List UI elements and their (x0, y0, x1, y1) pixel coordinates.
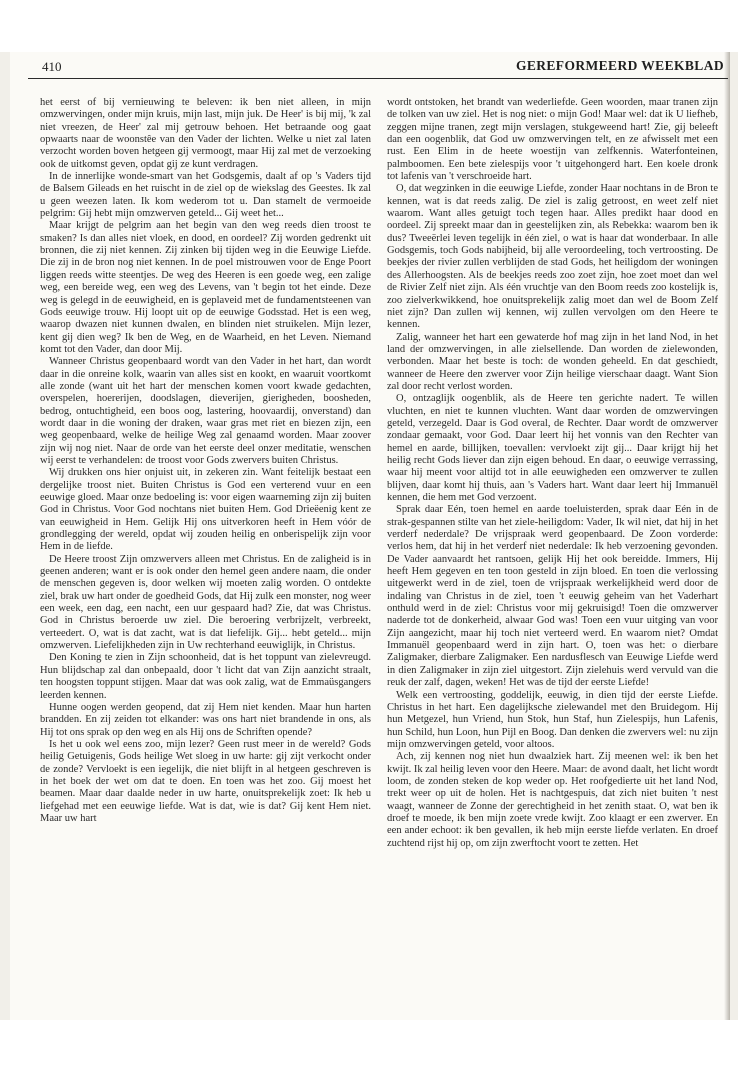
paragraph: Welk een vertroosting, goddelijk, eeuwig, in dien tijd der eerste Liefde. Christus in het hart. Een dagelijksche zielewandel met den Bruidegom. Hij hun Metgezel, hun Vriend, hun Stok, hun Staf, hun Zielespijs, hun Lafenis, hun Schild, hun Loon, hun Pijl en Boog. Dan denken die zwervers wel: nu zijn mijn omzwervingen geteld, voor altoos. (387, 689, 718, 750)
left-column (40, 97, 371, 1009)
paragraph: O, ontzaglijk oogenblik, als de Heere ten gerichte nadert. Te willen vluchten, en niet te kunnen vluchten. Want daar worden de omzwervingen geteld, verzegeld. Daar is God overal, de Rechter. Daar wordt de omzwerver zondaar gemaakt, voor God. Daar leert hij het vonnis van den Rechter van hemel en aarde, billijken, toevallen: vervloekt zijt gij... Daar krijgt hij het heilig recht Gods liever dan zijn eigen behoud. En daar, o eeuwige verrassing, waar hij meent voor altijd tot in alle eeuwigheden een omzwerver te zullen blijven, daar komt hij thuis, aan 's Vaders hart. Want daar leert hij Immanuël kennen, die hem met God verzoent. (387, 393, 718, 503)
paragraph: Hunne oogen werden geopend, dat zij Hem niet kenden. Maar hun harten brandden. En zij zeiden tot elkander: was ons hart niet brandende in ons, als Hij tot ons sprak op den weg en als Hij ons de Schriften opende? (40, 701, 371, 738)
paragraph: Sprak daar Eén, toen hemel en aarde toeluisterden, sprak daar Eén in de strak-gespannen stilte van het ziele-heiligdom: Vader, Ik wil niet, dat hij in het verderf nederdale? De vrijspraak werd geopenbaard. De Zoon vorderde: verlos hem, dat hij in het verderf niet nederdale: Ik heb verzoening gevonden. De Vader aanvaardt het rantsoen, gelijk Hij het ook bereidde. Immers, Hij heeft Hem gegeven en ten toon gesteld in zijn bloed. En toen die verlossing uitgewerkt werd in de ziel, toen de vrijspraak werkelijkheid werd door de indaling van Christus in de ziel, toen 't eeuwig geheim van het Vaderhart onthuld werd in de ziel: Christus voor mij gekruisigd! Toen die omzwerver naderde tot de donkerheid, alwaar God was! Toen een vuur uitging van voor Zijn aangezicht, maar hij toch niet verteerd werd. En waarom niet? Omdat Immanuël geopenbaard werd in zijn hart. O, toen was het: o dierbare Zaligmaker, dierbare Zaligmaker. Een nardusflesch van Eeuwige Liefde werd in dien Zaligmaker in zijn ziel uitgestort. Zijn zielehuis werd vervuld van die reuk der zalf, dagen, weken! Het was de tijd der eerste Liefde! (387, 504, 718, 689)
page-header (28, 58, 728, 79)
paragraph: Den Koning te zien in Zijn schoonheid, dat is het toppunt van zielevreugd. Hun blijdschap zal dan onbepaald, door 't licht dat van Zijn aanzicht straalt, ten hoogsten toppunt stijgen. Maar dat was ook zalig, wat de Emmaüsgangers leerden kennen. (40, 652, 371, 701)
paragraph: Zalig, wanneer het hart een gewaterde hof mag zijn in het land Nod, in het land der omzwervingen, in alle zielsellende. Dan worden de zielewonden, verbonden. Maar het beste is toch: de wonden geheeld. En dat geschiedt, wanneer de Heere den zwerver voor Zijn heilige vierschaar daagt. Want Sion zal door recht verlost worden. (387, 331, 718, 392)
paragraph: Ach, zij kennen nog niet hun dwaalziek hart. Zij meenen wel: ik ben het kwijt. Ik zal heilig leven voor den Heere. Maar: de avond daalt, het licht wordt loom, de zonden steken de kop weder op. Het roofgedierte uit het land Nod, trekt weer op uit de holen. Het is nachtgespuis, dat zich niet buiten 't nest waagt, wanneer de Zonne der gerechtigheid in het zenith staat. O, wat ben ik droef te moede, ik ben mijn zoete vrede kwijt. Zoo klaagt er een zwerver. En een ander echoot: ik ben gevallen, ik heb mijn eerste liefde verlaten. En droef zuchtend rijst hij op, om zijn zwerftocht voort te zetten. Het (387, 751, 718, 849)
paragraph: wordt ontstoken, het brandt van wederliefde. Geen woorden, maar tranen zijn de tolken van uw ziel. Het is nog niet: o mijn God! Maar wel: dat ik U liefheb, zeggen mijne tranen, zegt mijn verslagen, stukgeweend hart! Zie, gij beleeft dan een oogenblik, dat God uw omzwervingen telt, en ze afwisselt met een rust. Een Elim in de heete woestijn van zelfkennis. Waterfonteinen, palmboomen. Een bete zielespijs voor 't uitgehongerd hart. Een koele dronk tot lafenis van 't verschroeide hart. (387, 97, 718, 183)
paragraph: In de innerlijke wonde-smart van het Godsgemis, daalt af op 's Vaders tijd de Balsem Gileads en het ruischt in de ziel op de wiekslag des Geestes. Ik zal u geen weezen laten. Ik kom wederom tot u. Dan stamelt de vermoeide pelgrim: Gij hebt mijn omzwerven geteld... Gij weet het... (40, 171, 371, 220)
paragraph: het eerst of bij vernieuwing te beleven: ik ben niet alleen, in mijn omzwervingen, onder mijn kruis, mijn last, mijn juk. De Heer' is bij mij, 'k zal niet vreezen, de Heer' zal mij getrouw behoen. Het betraande oog gaat opwaarts naar de woonstêe van den Vader der lichten. Welke u niet zal laten verzocht worden boven hetgeen gij vermoogt, maar Hij zal met de verzoeking ook de uitkomst geven, opdat gij ze kunt verdragen. (40, 97, 371, 170)
right-column (387, 97, 718, 1009)
page-number: 410 (42, 59, 62, 74)
journal-title: GEREFORMEERD WEEKBLAD (515, 58, 724, 73)
paragraph: Maar krijgt de pelgrim aan het begin van den weg reeds dien troost te smaken? Is dan alles niet vloek, en dood, en oordeel? Zij worden gedrenkt uit bronnen, die zij niet kennen. Zij zinken bij tijden weg in die Eeuwige Liefde. Die zij in de bron nog niet kennen. In de poel mistrouwen voor de Enge Poort liggen reeds witte steentjes. De weg des Heeren is een goede weg, een zalige weg, een bereide weg, een weg des Levens, van 't begin tot het einde. Deze weg is gelegd in de eeuwigheid, en is geplaveid met de fundamentsteenen van Gods eeuwige trouw. Hij loopt uit op de eeuwige Godsstad. Het is een weg, waarop dwazen niet kunnen dwalen, en blinden niet struikelen. Mijn lezer, kent gij dien weg? Ik ben de Weg, en de Waarheid, en het Leven. Niemand komt tot den Vader, dan door Mij. (40, 220, 371, 355)
paragraph: Is het u ook wel eens zoo, mijn lezer? Geen rust meer in de wereld? Gods heilig Getuigenis, Gods heilige Wet sloeg in uw harte: gij zijt verkocht onder de zonde? Vervloekt is een iegelijk, die niet blijft in al hetgeen geschreven is in het boek der wet om dat te doen. En toen was het zoo. Gij moest het beamen. Maar daar daalde neder in uw harte, onuitsprekelijk zoet: Ik heb u liefgehad met een eeuwige liefde. Wat is dat, wie is dat? Gij kent Hem niet. Maar uw hart (40, 738, 371, 824)
magazine-page (10, 52, 730, 1020)
paragraph: De Heere troost Zijn omzwervers alleen met Christus. En de zaligheid is in geenen anderen; want er is ook onder den hemel geen andere naam, die onder de menschen gegeven is, door welken wij moeten zalig worden. O ontdekte ziel, brak uw hart onder de goedheid Gods, dat Hij zulk een monster, nog weer een week, een dag, een nacht, een uur gespaard had? Zie, dat was Christus. God in Christus beroerde uw ziel. Die beroering verbrijzelt, verbreekt, verteedert. O, wat is dat zacht, wat is dat liefelijk. Gij... hebt geteld... mijn omzwerven. Liefelijkheden zijn in Uw rechterhand eeuwiglijk, in Christus. (40, 553, 371, 652)
paragraph: O, dat wegzinken in die eeuwige Liefde, zonder Haar nochtans in de Bron te kennen, wat is dat reeds zalig. De ziel is zalig getroost, en weet zelf niet waarom. Want alles getuigt toch tegen haar. Alles predikt haar dood en oordeel. Zij spreekt maar dan in geestelijken zin, als Rebekka: waarom ben ik dus? Tweeërlei leven tegelijk in één ziel, o wat is haar dat wonderbaar. In alle Godsgemis, toch Gods nabijheid, bij alle veroordeeling, toch vertroosting. De beekjes der rivier zullen verblijden de stad Gods, het heiligdom der woningen des Allerhoogsten. Als de beekjes reeds zoo zoet zijn, hoe zoet moet dan wel de Rivier Zelf niet zijn. Als één vruchtje van den Boom reeds zoo kostelijk is, zoo zielverkwikkend, hoe onuitsprekelijk zalig moet dan wel de Boom Zelf niet zijn? Dan zullen wij kennen, wij zullen vervolgen om den Heere te kennen. (387, 183, 718, 331)
page-edge-shadow (724, 52, 730, 1020)
paragraph: Wij drukken ons hier onjuist uit, in zekeren zin. Want feitelijk bestaat een dergelijke troost niet. Buiten Christus is God een verterend vuur en een eeuwige gloed. Maar onze bedoeling is: voor eigen waarneming zijn zij buiten God in Christus. Voor God nochtans niet buiten Hem. God Drieëenig kent ze van eeuwigheid in Hem. Gelijk Hij ons uitverkoren heeft in Hem vóór de grondlegging der wereld, opdat wij zouden heilig en onberispelijk zijn voor Hem in de liefde. (40, 467, 371, 553)
paragraph: Wanneer Christus geopenbaard wordt van den Vader in het hart, dan wordt daar in die onreine kolk, waarin van alles sist en kookt, en waaruit voortkomt alle zonde (want uit het hart der menschen komen voort kwade gedachten, overspelen, hoererijen, doodslagen, dieverijen, gierigheden, boosheden, bedrog, ontuchtigheid, een boos oog, lastering, hoovaardij, onverstand) dan wordt daar in die woning der draken, waar gras met riet en biezen zijn, een weg geopenbaard, welke de heilige Weg zal genaamd worden. Maar zoover zijn wij nog niet. Naar de orde van het eerste deel onzer meditatie, wenschen wij eerst te verhandelen: de troost voor Gods zwervers buiten Christus. (40, 356, 371, 466)
